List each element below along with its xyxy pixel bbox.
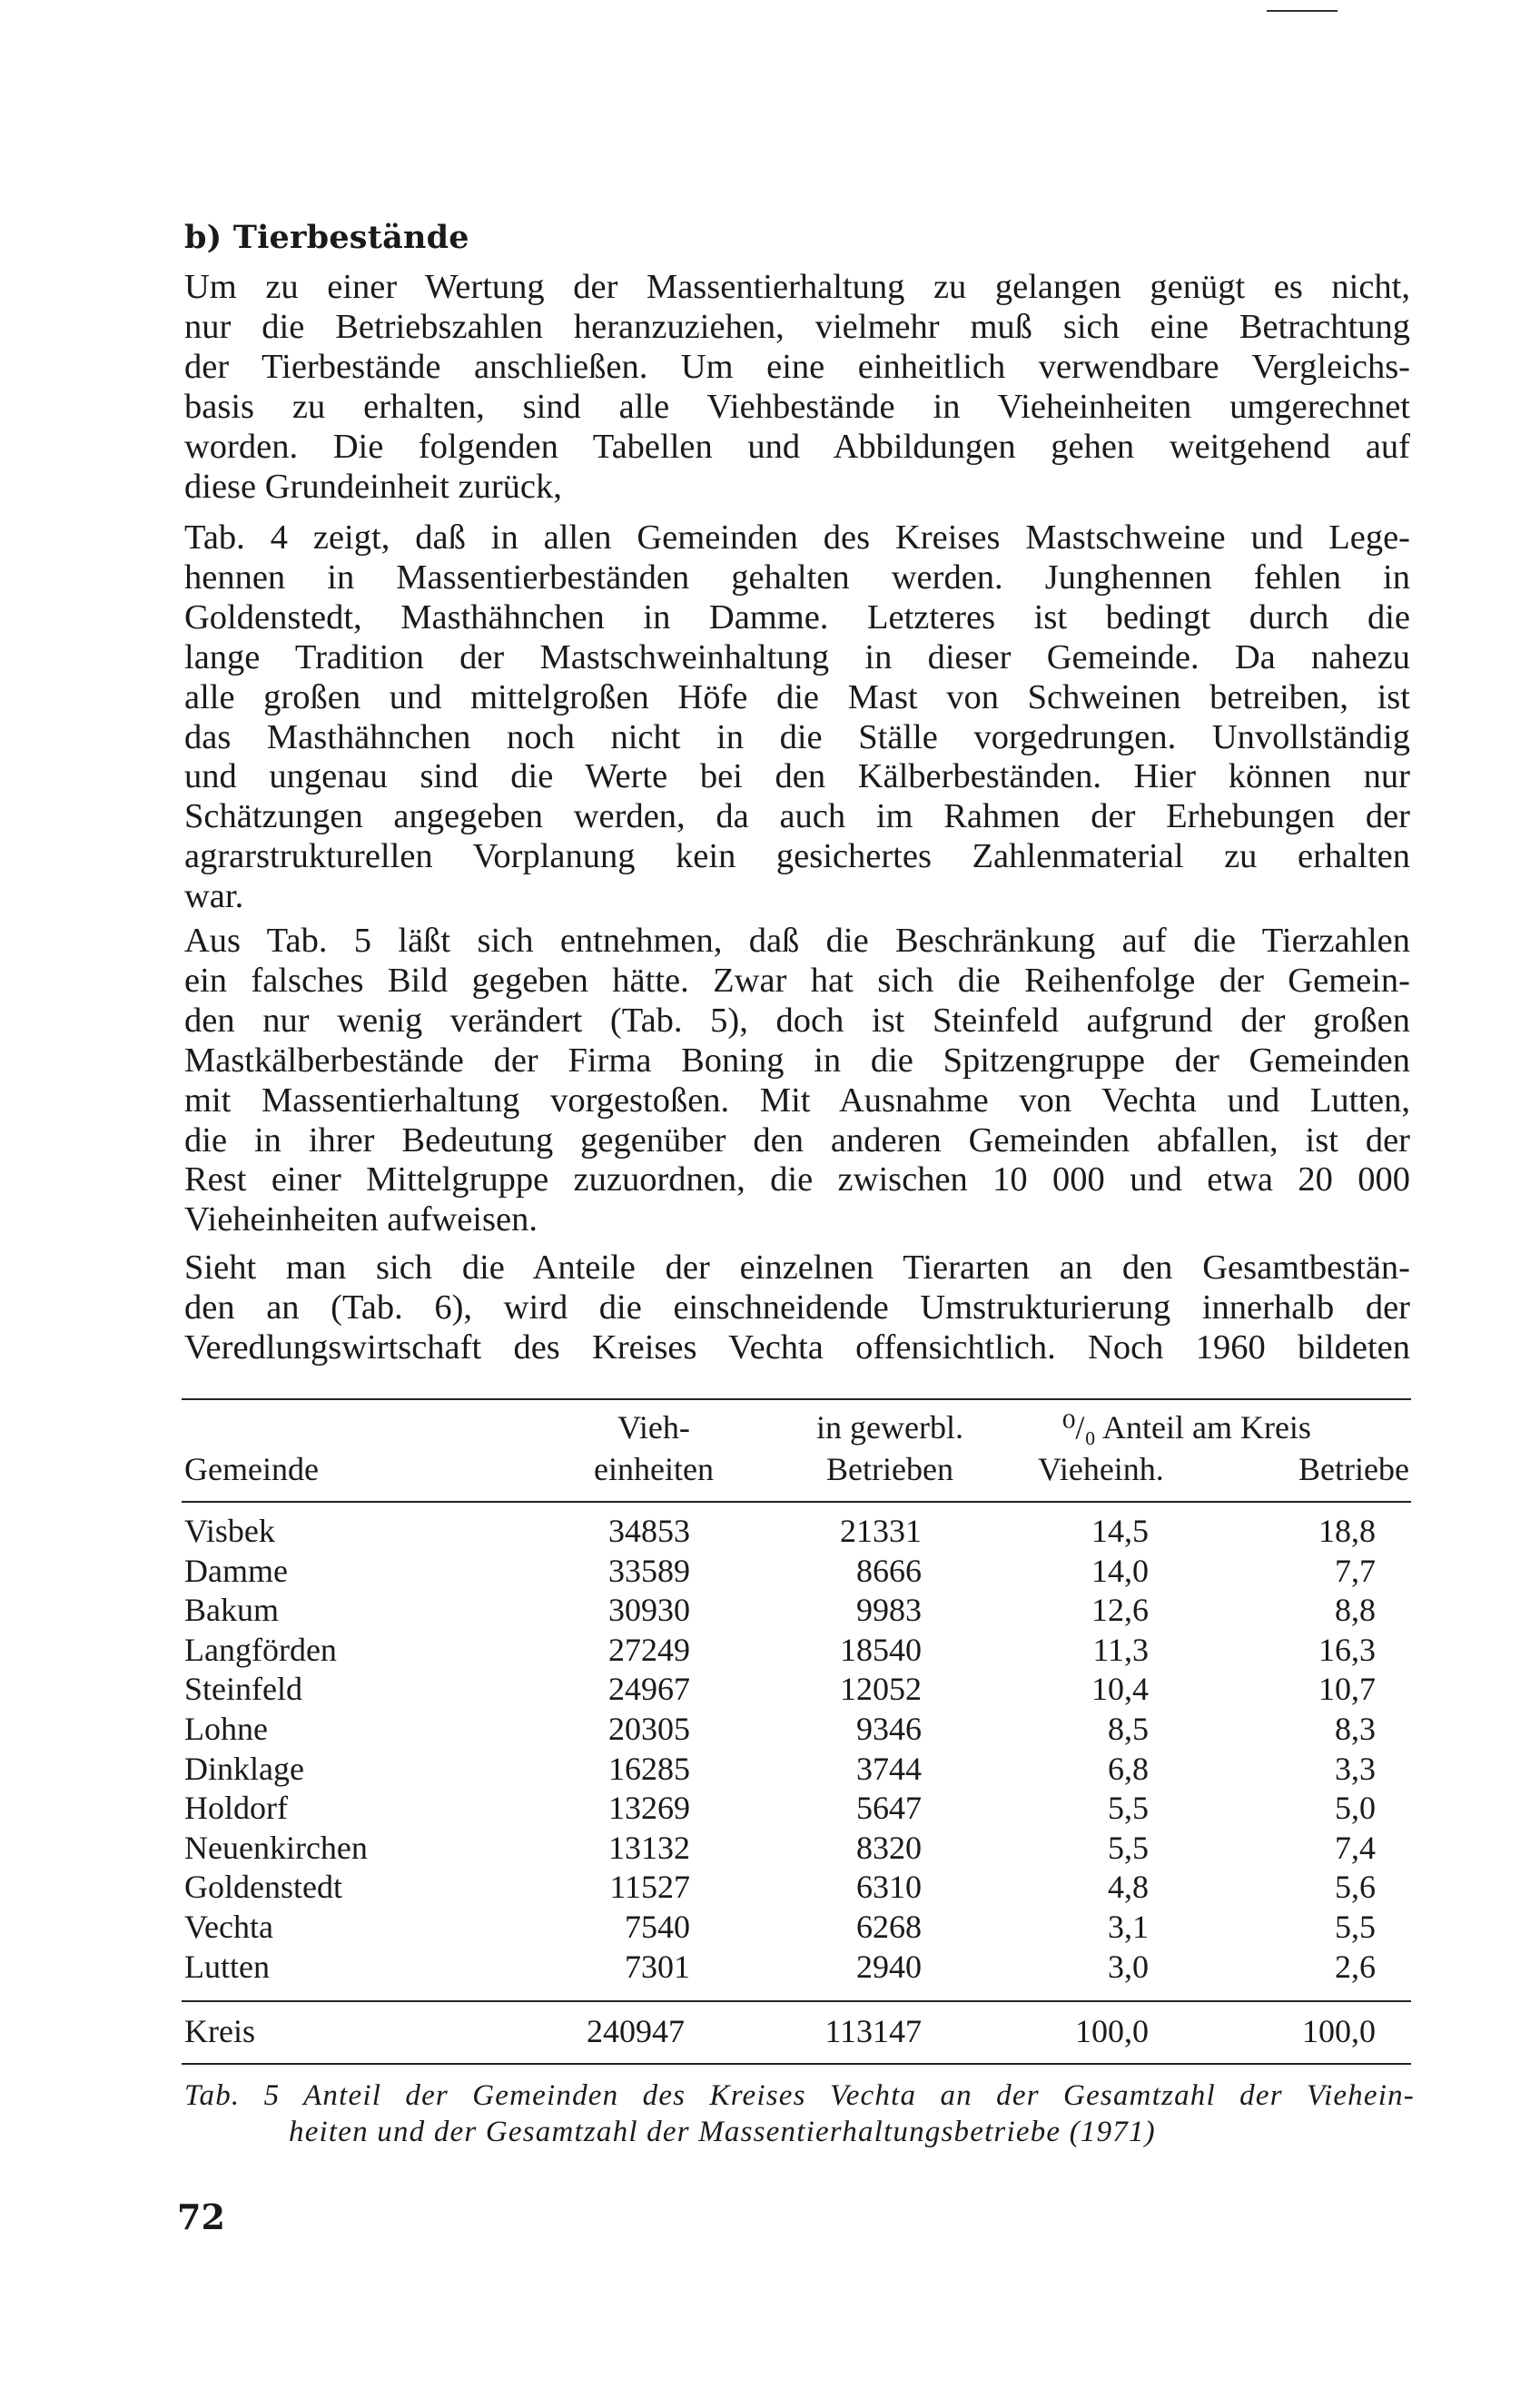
betriebe-cell: 12052 (840, 1671, 922, 1708)
anteil-betriebe-cell: 10,7 (1318, 1671, 1376, 1708)
anteil-vieheinh-cell: 4,8 (1108, 1869, 1149, 1906)
vieheinheiten-cell: 13269 (608, 1790, 690, 1827)
table-top-rule (182, 1398, 1411, 1400)
gemeinde-cell: Dinklage (184, 1750, 304, 1787)
anteil-vieheinh-cell: 5,5 (1108, 1829, 1149, 1866)
vieheinheiten-cell: 16285 (608, 1750, 690, 1787)
anteil-vieheinh-cell: 5,5 (1108, 1790, 1149, 1827)
gemeinde-cell: Damme (184, 1552, 288, 1589)
paragraph-line: die in ihrer Bedeutung gegenüber den anderen Gemeinden abfallen, ist der (184, 1120, 1410, 1160)
anteil-betriebe-cell: 5,6 (1335, 1869, 1376, 1906)
paragraph-line: den an (Tab. 6), wird die einschneidende Umstrukturierung innerhalb der (184, 1288, 1410, 1327)
vieheinheiten-cell: 7540 (625, 1909, 690, 1945)
anteil-betriebe-cell: 7,4 (1335, 1829, 1376, 1866)
paragraph-line: alle großen und mittelgroßen Höfe die Mast von Schweinen betreiben, ist (184, 677, 1410, 716)
paragraph-line: worden. Die folgenden Tabellen und Abbildungen gehen weitgehend auf (184, 427, 1410, 466)
anteil-betriebe-cell: 7,7 (1335, 1552, 1376, 1589)
paragraph-line: basis zu erhalten, sind alle Viehbestände in Vieheinheiten umgerechnet (184, 387, 1410, 426)
anteil-betriebe-cell: 18,8 (1318, 1513, 1376, 1549)
paragraph-line: und ungenau sind die Werte bei den Kälberbeständen. Hier können nur (184, 757, 1410, 796)
paragraph-line: das Masthähnchen noch nicht in die Ställe vorgedrungen. Unvollständig (184, 717, 1410, 756)
total-vieheinheiten-cell: 240947 (587, 2013, 685, 2049)
gemeinde-cell: Goldenstedt (184, 1869, 342, 1906)
anteil-betriebe-cell: 8,3 (1335, 1711, 1376, 1747)
anteil-vieheinh-cell: 14,5 (1091, 1513, 1149, 1549)
anteil-betriebe-cell: 5,0 (1335, 1790, 1376, 1827)
total-anteil-betriebe-cell: 100,0 (1302, 2013, 1376, 2049)
anteil-vieheinh-cell: 8,5 (1108, 1711, 1149, 1747)
betriebe-cell: 21331 (840, 1513, 922, 1549)
vieheinheiten-cell: 33589 (608, 1552, 690, 1589)
vieheinheiten-cell: 27249 (608, 1631, 690, 1668)
page-number: 72 (177, 2196, 225, 2237)
anteil-vieheinh-cell: 11,3 (1092, 1631, 1149, 1668)
betriebe-cell: 9346 (856, 1711, 922, 1747)
paragraph-line: hennen in Massentierbeständen gehalten werden. Junghennen fehlen in (184, 558, 1410, 597)
gemeinde-cell: Steinfeld (184, 1671, 302, 1708)
table-bottom-rule (182, 2063, 1411, 2065)
header-vieh-line1: Vieh- (617, 1409, 690, 1446)
betriebe-cell: 18540 (840, 1631, 922, 1668)
paragraph-line: agrarstrukturellen Vorplanung kein gesichertes Zahlenmaterial zu erhalten (184, 837, 1410, 876)
header-gewerbl-line2: Betrieben (826, 1451, 953, 1487)
vieheinheiten-cell: 24967 (608, 1671, 690, 1708)
vieheinheiten-cell: 7301 (625, 1948, 690, 1985)
anteil-betriebe-cell: 2,6 (1335, 1948, 1376, 1985)
betriebe-cell: 3744 (856, 1750, 922, 1787)
total-betriebe-cell: 113147 (824, 2013, 922, 2049)
paragraph-line: Sieht man sich die Anteile der einzelnen Tierarten an den Gesamtbestän- (184, 1248, 1410, 1287)
anteil-vieheinh-cell: 12,6 (1091, 1592, 1149, 1629)
betriebe-cell: 5647 (856, 1790, 922, 1827)
anteil-vieheinh-cell: 10,4 (1091, 1671, 1149, 1708)
paragraph-line: ein falsches Bild gegeben hätte. Zwar hat sich die Reihenfolge der Gemein- (184, 961, 1410, 1000)
table-total-rule (182, 2000, 1411, 2002)
vieheinheiten-cell: 11527 (609, 1869, 690, 1906)
paragraph-line: Vieheinheiten aufweisen. (184, 1200, 538, 1239)
anteil-vieheinh-cell: 6,8 (1108, 1750, 1149, 1787)
paragraph-line: Goldenstedt, Masthähnchen in Damme. Letzteres ist bedingt durch die (184, 597, 1410, 637)
vieheinheiten-cell: 20305 (608, 1711, 690, 1747)
header-gemeinde: Gemeinde (184, 1451, 319, 1487)
betriebe-cell: 9983 (856, 1592, 922, 1629)
betriebe-cell: 2940 (856, 1948, 922, 1985)
paragraph-line: der Tierbestände anschließen. Um eine einheitlich verwendbare Vergleichs- (184, 347, 1410, 386)
table-header-rule (182, 1501, 1411, 1503)
anteil-vieheinh-cell: 3,1 (1108, 1909, 1149, 1945)
paragraph-line: nur die Betriebszahlen heranzuziehen, vielmehr muß sich eine Betrachtung (184, 307, 1410, 346)
paragraph-line: Veredlungswirtschaft des Kreises Vechta offensichtlich. Noch 1960 bildeten (184, 1327, 1410, 1367)
header-gewerbl-line1: in gewerbl. (816, 1409, 963, 1446)
section-heading: b) Tierbestände (184, 219, 469, 256)
paragraph-line: Tab. 4 zeigt, daß in allen Gemeinden des Kreises Mastschweine und Lege- (184, 518, 1410, 557)
anteil-vieheinh-cell: 14,0 (1091, 1552, 1149, 1589)
header-vieh-line2: einheiten (594, 1451, 714, 1487)
gemeinde-cell: Bakum (184, 1592, 279, 1629)
betriebe-cell: 8666 (856, 1552, 922, 1589)
vieheinheiten-cell: 13132 (608, 1829, 690, 1866)
anteil-vieheinh-cell: 3,0 (1108, 1948, 1149, 1985)
gemeinde-cell: Visbek (184, 1513, 275, 1549)
total-gemeinde-cell: Kreis (184, 2013, 255, 2049)
paragraph-line: Um zu einer Wertung der Massentierhaltung zu gelangen genügt es nicht, (184, 268, 1410, 306)
paragraph-line: mit Massentierhaltung vorgestoßen. Mit Ausnahme von Vechta und Lutten, (184, 1081, 1410, 1120)
anteil-betriebe-cell: 8,8 (1335, 1592, 1376, 1629)
header-anteil-betriebe: Betriebe (1298, 1451, 1409, 1487)
paragraph-line: Aus Tab. 5 läßt sich entnehmen, daß die Beschränkung auf die Tierzahlen (184, 922, 1410, 960)
table-caption-line1: Tab. 5 Anteil der Gemeinden des Kreises Vechta an der Gesamtzahl der Viehein- (184, 2079, 1415, 2112)
paragraph-line: den nur wenig verändert (Tab. 5), doch ist Steinfeld aufgrund der großen (184, 1001, 1410, 1040)
gemeinde-cell: Vechta (184, 1909, 273, 1945)
gemeinde-cell: Lutten (184, 1948, 270, 1985)
gemeinde-cell: Holdorf (184, 1790, 288, 1827)
betriebe-cell: 6268 (856, 1909, 922, 1945)
paragraph-line: lange Tradition der Mastschweinhaltung in dieser Gemeinde. Da nahezu (184, 637, 1410, 676)
paragraph-line: Mastkälberbestände der Firma Boning in die Spitzengruppe der Gemeinden (184, 1041, 1410, 1080)
gemeinde-cell: Neuenkirchen (184, 1829, 368, 1866)
paragraph-line: diese Grundeinheit zurück, (184, 467, 562, 506)
vieheinheiten-cell: 34853 (608, 1513, 690, 1549)
header-rule (1267, 10, 1338, 12)
header-anteil-group: ⁰/₀ Anteil am Kreis (1062, 1409, 1311, 1446)
paragraph-line: Schätzungen angegeben werden, da auch im Rahmen der Erhebungen der (184, 797, 1410, 836)
table-caption-line2: heiten und der Gesamtzahl der Massentierhaltungsbetriebe (1971) (289, 2116, 1156, 2148)
betriebe-cell: 6310 (856, 1869, 922, 1906)
paragraph-line: Rest einer Mittelgruppe zuzuordnen, die zwischen 10 000 und etwa 20 000 (184, 1160, 1410, 1199)
gemeinde-cell: Langförden (184, 1631, 337, 1668)
vieheinheiten-cell: 30930 (608, 1592, 690, 1629)
gemeinde-cell: Lohne (184, 1711, 268, 1747)
anteil-betriebe-cell: 5,5 (1335, 1909, 1376, 1945)
anteil-betriebe-cell: 3,3 (1335, 1750, 1376, 1787)
betriebe-cell: 8320 (856, 1829, 922, 1866)
total-anteil-vieheinh-cell: 100,0 (1075, 2013, 1149, 2049)
anteil-betriebe-cell: 16,3 (1318, 1631, 1376, 1668)
paragraph-line: war. (184, 877, 244, 916)
header-anteil-vieheinh: Vieheinh. (1038, 1451, 1164, 1487)
